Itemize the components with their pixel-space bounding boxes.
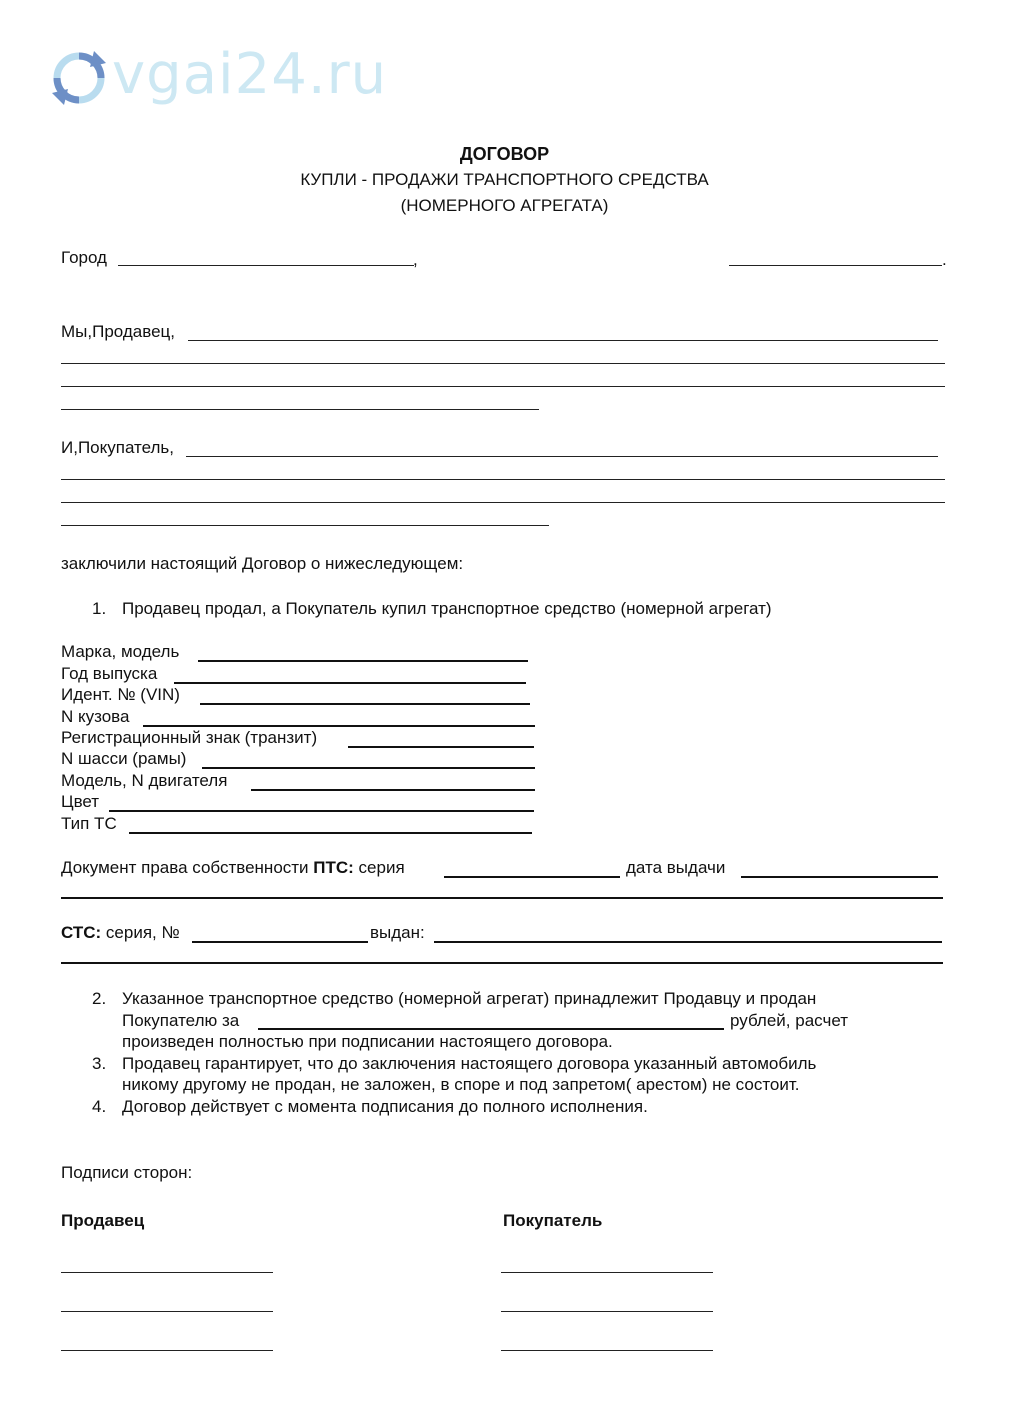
seller-signature-line-1[interactable]	[61, 1272, 273, 1273]
clause-2-number: 2.	[92, 989, 107, 1008]
date-field[interactable]	[729, 265, 942, 266]
buyer-signature-line-2[interactable]	[501, 1311, 713, 1312]
signatures-heading: Подписи сторон:	[61, 1163, 193, 1182]
buyer-field-line-2[interactable]	[61, 479, 945, 480]
date-dot: .	[942, 250, 947, 269]
field-label-chassis: N шасси (рамы)	[61, 749, 187, 768]
field-year[interactable]	[174, 682, 526, 684]
field-label-year: Год выпуска	[61, 664, 158, 683]
price-field[interactable]	[258, 1028, 724, 1030]
city-field[interactable]	[118, 265, 414, 266]
field-label-vin: Идент. № (VIN)	[61, 685, 180, 704]
buyer-field-line-1[interactable]	[186, 456, 938, 457]
buyer-signature-line-1[interactable]	[501, 1272, 713, 1273]
pts-line	[61, 858, 405, 878]
sts-issued-field[interactable]	[434, 941, 942, 943]
sts-extra-field[interactable]	[61, 962, 943, 964]
field-label-vehicle-type: Тип ТС	[61, 814, 117, 833]
city-comma: ,	[413, 250, 418, 269]
sts-series-label: серия, №	[101, 923, 180, 942]
field-engine[interactable]	[251, 789, 535, 791]
pts-series-label: серия	[353, 858, 405, 877]
clause-2-line-3: произведен полностью при подписании настоящего договора.	[122, 1032, 613, 1051]
seller-signature-line-3[interactable]	[61, 1350, 273, 1351]
clause-4-number: 4.	[92, 1097, 107, 1116]
buyer-party-label: И,Покупатель,	[61, 438, 175, 457]
buyer-signature-heading: Покупатель	[503, 1211, 603, 1230]
clause-1-text: Продавец продал, а Покупатель купил транспортное средство (номерной агрегат)	[122, 599, 772, 618]
seller-signature-line-2[interactable]	[61, 1311, 273, 1312]
seller-signature-heading: Продавец	[61, 1211, 145, 1230]
field-label-body-number: N кузова	[61, 707, 130, 726]
field-label-engine: Модель, N двигателя	[61, 771, 228, 790]
city-label: Город	[61, 248, 107, 267]
field-label-make-model: Марка, модель	[61, 642, 180, 661]
buyer-field-line-4[interactable]	[61, 525, 549, 526]
field-make-model[interactable]	[198, 660, 528, 662]
clause-2-line-2a: Покупателю за	[122, 1011, 240, 1030]
sts-issued-label: выдан:	[370, 923, 425, 942]
clause-4-line-1: Договор действует с момента подписания до полного исполнения.	[122, 1097, 648, 1116]
pts-bold-label: ПТС:	[313, 858, 354, 877]
document-title: ДОГОВОР	[459, 144, 550, 164]
field-color[interactable]	[109, 810, 534, 812]
field-chassis[interactable]	[202, 767, 535, 769]
clause-3-number: 3.	[92, 1054, 107, 1073]
pts-date-field[interactable]	[741, 876, 938, 878]
clause-3-line-1: Продавец гарантирует, что до заключения настоящего договора указанный автомобиль	[122, 1054, 817, 1073]
field-body-number[interactable]	[143, 725, 535, 727]
intro-text: заключили настоящий Договор о нижеследующем:	[61, 554, 464, 573]
pts-extra-field[interactable]	[61, 897, 943, 899]
seller-field-line-3[interactable]	[61, 386, 945, 387]
watermark-text: vgai24.ru	[112, 42, 388, 107]
field-label-registration-plate: Регистрационный знак (транзит)	[61, 728, 318, 747]
clause-1-number: 1.	[92, 599, 107, 618]
buyer-field-line-3[interactable]	[61, 502, 945, 503]
buyer-signature-line-3[interactable]	[501, 1350, 713, 1351]
site-watermark	[50, 42, 410, 115]
sts-number-field[interactable]	[192, 941, 368, 943]
clause-2-line-2b: рублей, расчет	[730, 1011, 848, 1030]
pts-date-label: дата выдачи	[626, 858, 726, 877]
pts-series-field[interactable]	[444, 876, 620, 878]
sts-line	[61, 923, 180, 943]
field-label-color: Цвет	[61, 792, 100, 811]
seller-party-label: Мы,Продавец,	[61, 322, 175, 341]
field-vehicle-type[interactable]	[129, 832, 532, 834]
clause-3-line-2: никому другому не продан, не заложен, в споре и под запретом( арестом) не состоит.	[122, 1075, 800, 1094]
seller-field-line-4[interactable]	[61, 409, 539, 410]
pts-prefix: Документ права собственности	[61, 858, 314, 877]
refresh-arrows-icon	[50, 49, 108, 107]
seller-field-line-1[interactable]	[188, 340, 938, 341]
sts-bold-label: СТС:	[61, 923, 102, 942]
seller-field-line-2[interactable]	[61, 363, 945, 364]
document-subtitle: КУПЛИ - ПРОДАЖИ ТРАНСПОРТНОГО СРЕДСТВА	[300, 170, 709, 189]
clause-2-line-1: Указанное транспортное средство (номерной агрегат) принадлежит Продавцу и продан	[122, 989, 817, 1008]
field-vin[interactable]	[200, 703, 530, 705]
document-subtitle-2: (НОМЕРНОГО АГРЕГАТА)	[400, 196, 609, 215]
field-registration-plate[interactable]	[348, 746, 534, 748]
